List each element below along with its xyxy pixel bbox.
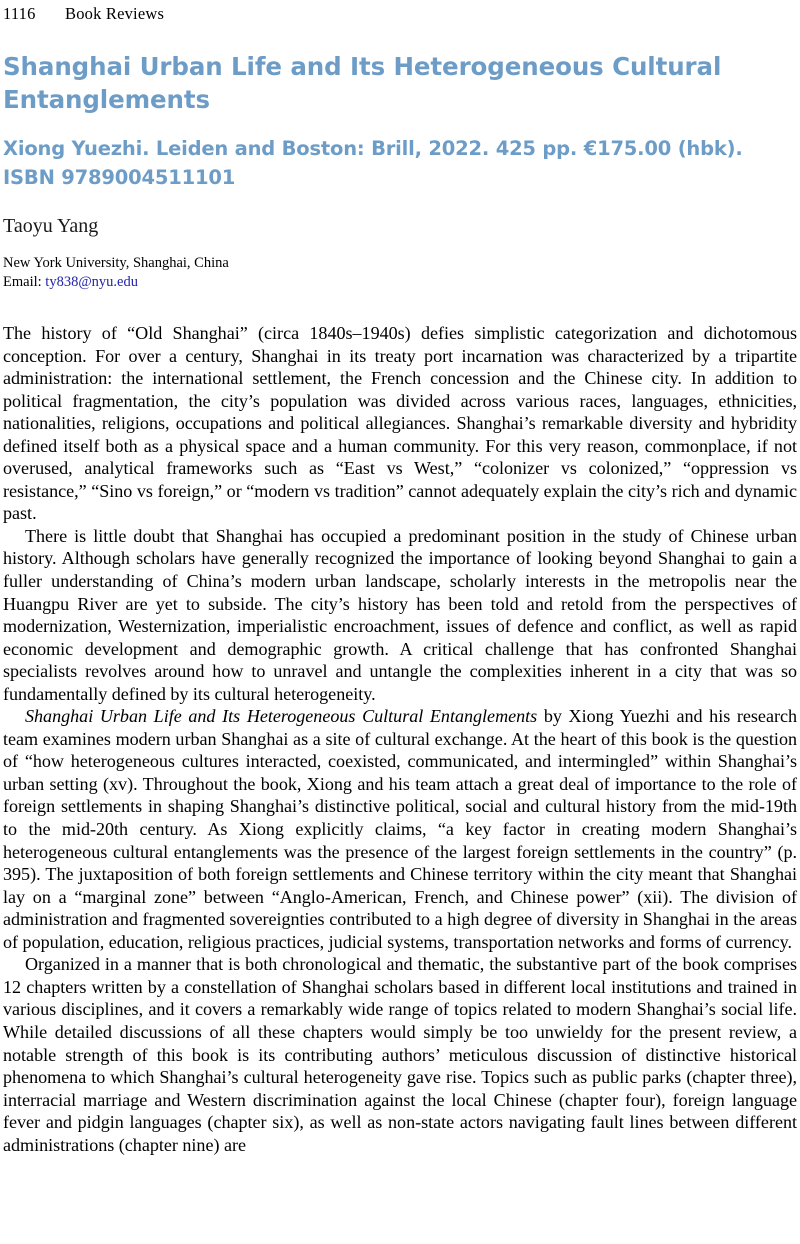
article-title: Shanghai Urban Life and Its Heterogeneous Cultural Entanglements	[3, 52, 722, 114]
body-paragraph-2: There is little doubt that Shanghai has occupied a predominant position in the study of Chinese urban history. Although scholars have generally recognized the importance of looking beyond Shanghai to gain a fuller understanding of China’s modern urban landscape, scholarly interests in the metropolis near the Huangpu River are yet to subside. The city’s history has been told and retold from the perspectives of modernization, Westernization, imperialistic encroachment, issues of defence and conflict, as well as rapid economic development and demographic growth. A critical challenge that has confronted Shanghai specialists revolves around how to unravel and untangle the complexities inherent in a city that was so fundamentally defined by its cultural heterogeneity.	[3, 525, 797, 704]
title-block	[3, 50, 763, 192]
body-paragraph-3-rest: by Xiong Yuezhi and his research team examines modern urban Shanghai as a site of cultural exchange. At the heart of this book is the question of “how heterogeneous cultures interacted, coexisted, communicated, and intermingled” within Shanghai’s urban setting (xv). Throughout the book, Xiong and his team attach a great deal of importance to the role of foreign settlements in shaping Shanghai’s distinctive political, social and cultural history from the mid-19th to the mid-20th century. As Xiong explicitly claims, “a key factor in creating modern Shanghai’s heterogeneous cultural entanglements was the presence of the largest foreign settlements in the country” (p. 395). The juxtaposition of both foreign settlements and Chinese territory within the city meant that Shanghai lay on a “marginal zone” between “Anglo-American, French, and Chinese power” (xii). The division of administration and fragmented sovereignties contributed to a high degree of diversity in Shanghai in the areas of population, education, religious practices, judicial systems, transportation networks and forms of currency.	[3, 706, 797, 952]
running-head-section: Book Reviews	[65, 4, 165, 23]
book-title-italic: Shanghai Urban Life and Its Heterogeneous Cultural Entanglements	[25, 706, 538, 727]
body-paragraph-1: The history of “Old Shanghai” (circa 1840s–1940s) defies simplistic categorization and dichotomous conception. For over a century, Shanghai in its treaty port incarnation was characterized by a tripartite administration: the international settlement, the French concession and the Chinese city. In addition to political fragmentation, the city’s population was divided across various races, languages, ethnicities, nationalities, religions, occupations and political allegiances. Shanghai’s remarkable diversity and hybridity defined itself both as a physical space and a human community. For this very reason, commonplace, if not overused, analytical frameworks such as “East vs West,” “colonizer vs colonized,” “oppression vs resistance,” “Sino vs foreign,” or “modern vs tradition” cannot adequately explain the city’s rich and dynamic past.	[3, 323, 797, 524]
email-label: Email:	[3, 274, 42, 290]
author-email-link[interactable]: ty838@nyu.edu	[45, 274, 138, 290]
author-name: Taoyu Yang	[3, 215, 99, 237]
body-copy	[3, 322, 797, 1156]
page-folio-number: 1116	[3, 4, 36, 23]
author-affiliation: New York University, Shanghai, China	[3, 255, 229, 271]
author-block	[3, 213, 703, 292]
body-paragraph-4: Organized in a manner that is both chronological and thematic, the substantive part of the book comprises 12 chapters written by a constellation of Shanghai scholars based in different local institutions and trained in various disciplines, and it covers a remarkably wide range of topics related to modern Shanghai’s social life. While detailed discussions of all these chapters would simply be too unwieldy for the present review, a notable strength of this book is its contributing authors’ meticulous discussion of distinctive historical phenomena to which Shanghai’s cultural heterogeneity gave rise. Topics such as public parks (chapter three), interracial marriage and Western discrimination against the local Chinese (chapter four), foreign language fever and pidgin languages (chapter six), as well as non-state actors navigating fault lines between different administrations (chapter nine) are	[3, 954, 797, 1155]
body-paragraph-3	[3, 705, 797, 953]
author-email-line	[3, 273, 703, 292]
running-head	[3, 4, 797, 24]
publication-details: Xiong Yuezhi. Leiden and Boston: Brill, 2022. 425 pp. €175.00 (hbk). ISBN 9789004511101	[3, 137, 743, 189]
